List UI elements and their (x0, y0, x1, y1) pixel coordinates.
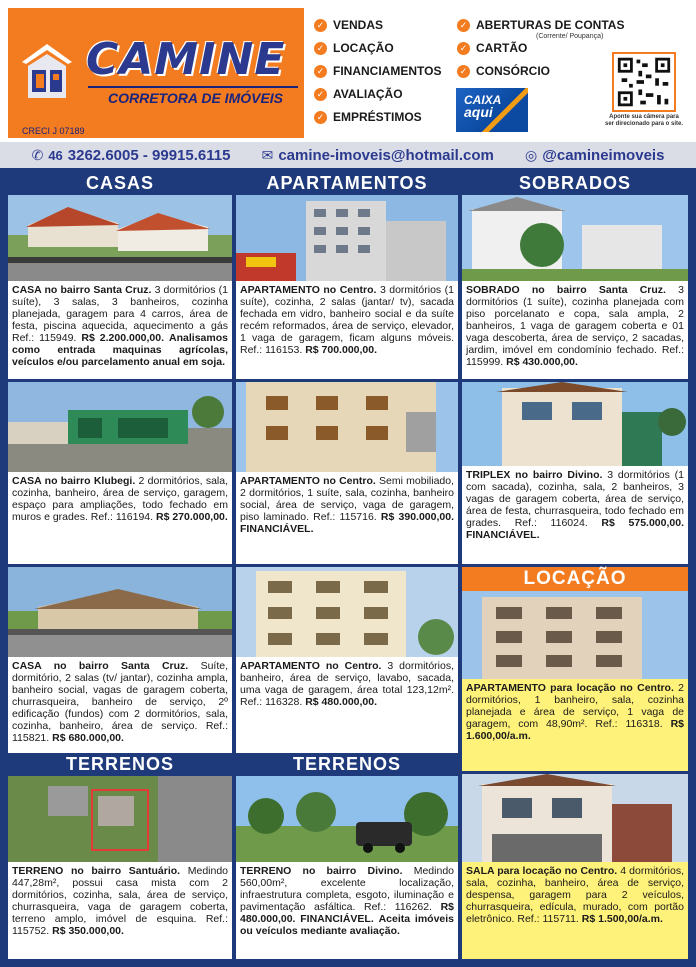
check-icon: ✓ (314, 19, 327, 32)
terreno-divino-card[interactable]: TERRENO no bairro Divino. Medindo 560,00m², excelente localização, infraestrutura completa, esgoto, iluminação e pavimentação asfáltica. Ref.: 116262. R$ 480.000,00. FINANCIÁVEL. Aceita imóveis ou veículos mediante avaliação. (236, 862, 458, 959)
casa-santa-cruz-photo (8, 195, 232, 281)
service-cartao: ✓ CARTÃO (457, 41, 527, 55)
casa-klubegi-card[interactable]: CASA no bairro Klubegi. 2 dormitórios, sala, cozinha, banheiro, área de serviço, garagem, espaço para ampliações, todo fechado em muros e grades. Ref.: 116194. R$ 270.000,00. (8, 472, 232, 564)
casa-santa-cruz-2-card[interactable]: CASA no bairro Santa Cruz. Suíte, dormitório, 2 salas (tv/ jantar), cozinha ampla, banheiro social, vagas de garagem coberta, churrasqueira, banheiro de serviço, 2º edificação (fundos) com 2 dormitórios, sala, cozinha, banheiro, área de serviço. Ref.: 115821. R$ 680.000,00. (8, 657, 232, 753)
triplex-divino-photo (462, 382, 688, 466)
apto-centro-2-photo (236, 382, 458, 472)
apto-locacao-photo (462, 591, 688, 679)
email-contact[interactable]: ✉ camine-imoveis@hotmail.com (261, 146, 494, 164)
casa-klubegi-photo (8, 382, 232, 472)
terreno-santuario-card[interactable]: TERRENO no bairro Santuário. Medindo 447,28m², possui casa mista com 2 dormitórios, cozinha, sala, área de serviço, churrasqueira, vaga de garagem coberta, terreno amplo, imóvel de esquina. Ref.: 115752. R$ 350.000,00. (8, 862, 232, 959)
contact-bar (0, 142, 696, 168)
service-financiamentos: ✓ FINANCIAMENTOS (314, 64, 441, 78)
caixa-aqui-badge: CAIXA aqui (456, 88, 528, 132)
section-sobrados: SOBRADOS (518, 173, 631, 193)
terreno-divino-photo (236, 776, 458, 862)
casa-santa-cruz-card[interactable]: CASA no bairro Santa Cruz. 3 dormitórios (1 suíte), 3 salas, 3 banheiros, cozinha planejada, garagem para 4 carros, área de festa, piscina aquecida, aquecimento a gás Ref.: 115949. R$ 2.200.000,00. Analisamos como entrada maquinas agrícolas, veículos e/ou parcelamento anual em soja. (8, 281, 232, 379)
instagram-contact[interactable]: ◎ @camineimoveis (525, 146, 665, 164)
whatsapp-icon: ✆ (31, 146, 44, 163)
logo-panel (8, 8, 304, 138)
check-icon: ✓ (314, 42, 327, 55)
check-icon: ✓ (314, 111, 327, 124)
service-consorcio: ✓ CONSÓRCIO (457, 64, 550, 78)
service-emprestimos: ✓ EMPRÉSTIMOS (314, 110, 422, 124)
apto-locacao-card[interactable]: APARTAMENTO para locação no Centro. 2 dormitórios, 1 banheiro, sala, cozinha planejada e área de serviço, 1 vaga de garagem, com 48,90m². Ref.: 116318. R$ 1.600,00/a.m. (462, 679, 688, 771)
apto-centro-3-photo (236, 567, 458, 657)
section-terrenos-1: TERRENOS (65, 754, 174, 774)
service-avaliacao: ✓ AVALIAÇÃO (314, 87, 403, 101)
sala-locacao-card[interactable]: SALA para locação no Centro. 4 dormitórios, sala, cozinha, banheiro, área de serviço, despensa, garagem para 2 veículos, churrasqueira, edícula, murado, com portão eletrônico. Ref.: 115711. R$ 1.500,00/a.m. (462, 862, 688, 959)
qr-code-icon[interactable] (612, 52, 676, 112)
section-apartamentos: APARTAMENTOS (266, 173, 428, 193)
sala-locacao-photo (462, 774, 688, 862)
qr-caption: Aponte sua câmera para ser direcionado para o site. (604, 114, 684, 127)
sobrado-santa-cruz-card[interactable]: SOBRADO no bairro Santa Cruz. 3 dormitórios (1 suíte), cozinha planejada com piso porcelanato e copa, sala ampla, 2 banheiros, 1 vaga de garagem coberta e 01 vaga descoberta, área de serviço, 2 sacadas, jardim, imóvel em condomínio fechado. Ref.: 115999. R$ 430.000,00. (462, 281, 688, 379)
apto-centro-1-card[interactable]: APARTAMENTO no Centro. 3 dormitórios (1 suíte), cozinha, 2 salas (jantar/ tv), sacada fechada em vidro, banheiro social e da suíte recém reformados, área de serviço, elevador, 1 vaga de garagem, ficam alguns móveis. Ref.: 116153. R$ 700.000,00. (236, 281, 458, 379)
house-logo-icon (20, 42, 74, 102)
accounts-note: (Corrente/ Poupança) (536, 33, 604, 40)
triplex-divino-card[interactable]: TRIPLEX no bairro Divino. 3 dormitórios (1 com sacada), cozinha, sala, 2 banheiros, 3 vagas de garagem coberta, área de serviço, área de festa, churrasqueira, todo fechado em grades. Ref.: 116024. R$ 575.000,00. FINANCIÁVEL. (462, 466, 688, 564)
brand-name: CAMINE (86, 34, 286, 85)
check-icon: ✓ (457, 19, 470, 32)
section-locacao: LOCAÇÃO (462, 567, 688, 591)
apto-centro-2-card[interactable]: APARTAMENTO no Centro. Semi mobiliado, 2 dormitórios, 1 suíte, sala, cozinha, banheiro social, área de serviço, vaga de garagem, piso laminado. Ref.: 115716. R$ 390.000,00. FINANCIÁVEL. (236, 472, 458, 564)
check-icon: ✓ (314, 88, 327, 101)
creci-label: CRECI J 07189 (22, 126, 85, 136)
service-aberturas: ✓ ABERTURAS DE CONTAS (457, 18, 624, 32)
email-icon: ✉ (261, 146, 274, 163)
check-icon: ✓ (457, 65, 470, 78)
section-casas: CASAS (85, 173, 154, 193)
instagram-icon: ◎ (525, 146, 538, 163)
terreno-santuario-photo (8, 776, 232, 862)
check-icon: ✓ (457, 42, 470, 55)
brand-divider (88, 86, 298, 88)
apto-centro-1-photo (236, 195, 458, 281)
section-terrenos-2: TERRENOS (292, 754, 401, 774)
check-icon: ✓ (314, 65, 327, 78)
service-locacao: ✓ LOCAÇÃO (314, 41, 394, 55)
service-vendas: ✓ VENDAS (314, 18, 383, 32)
sobrado-santa-cruz-photo (462, 195, 688, 281)
header (0, 0, 696, 142)
casa-santa-cruz-2-photo (8, 567, 232, 657)
apto-centro-3-card[interactable]: APARTAMENTO no Centro. 3 dormitórios, banheiro, área de serviço, lavabo, sacada, uma vaga de garagem, área total 123,12m². Ref.: 116328. R$ 480.000,00. (236, 657, 458, 753)
brand-subtitle: CORRETORA DE IMÓVEIS (108, 90, 284, 106)
phone-contact[interactable]: ✆ 46 3262.6005 - 99915.6115 (31, 146, 231, 164)
